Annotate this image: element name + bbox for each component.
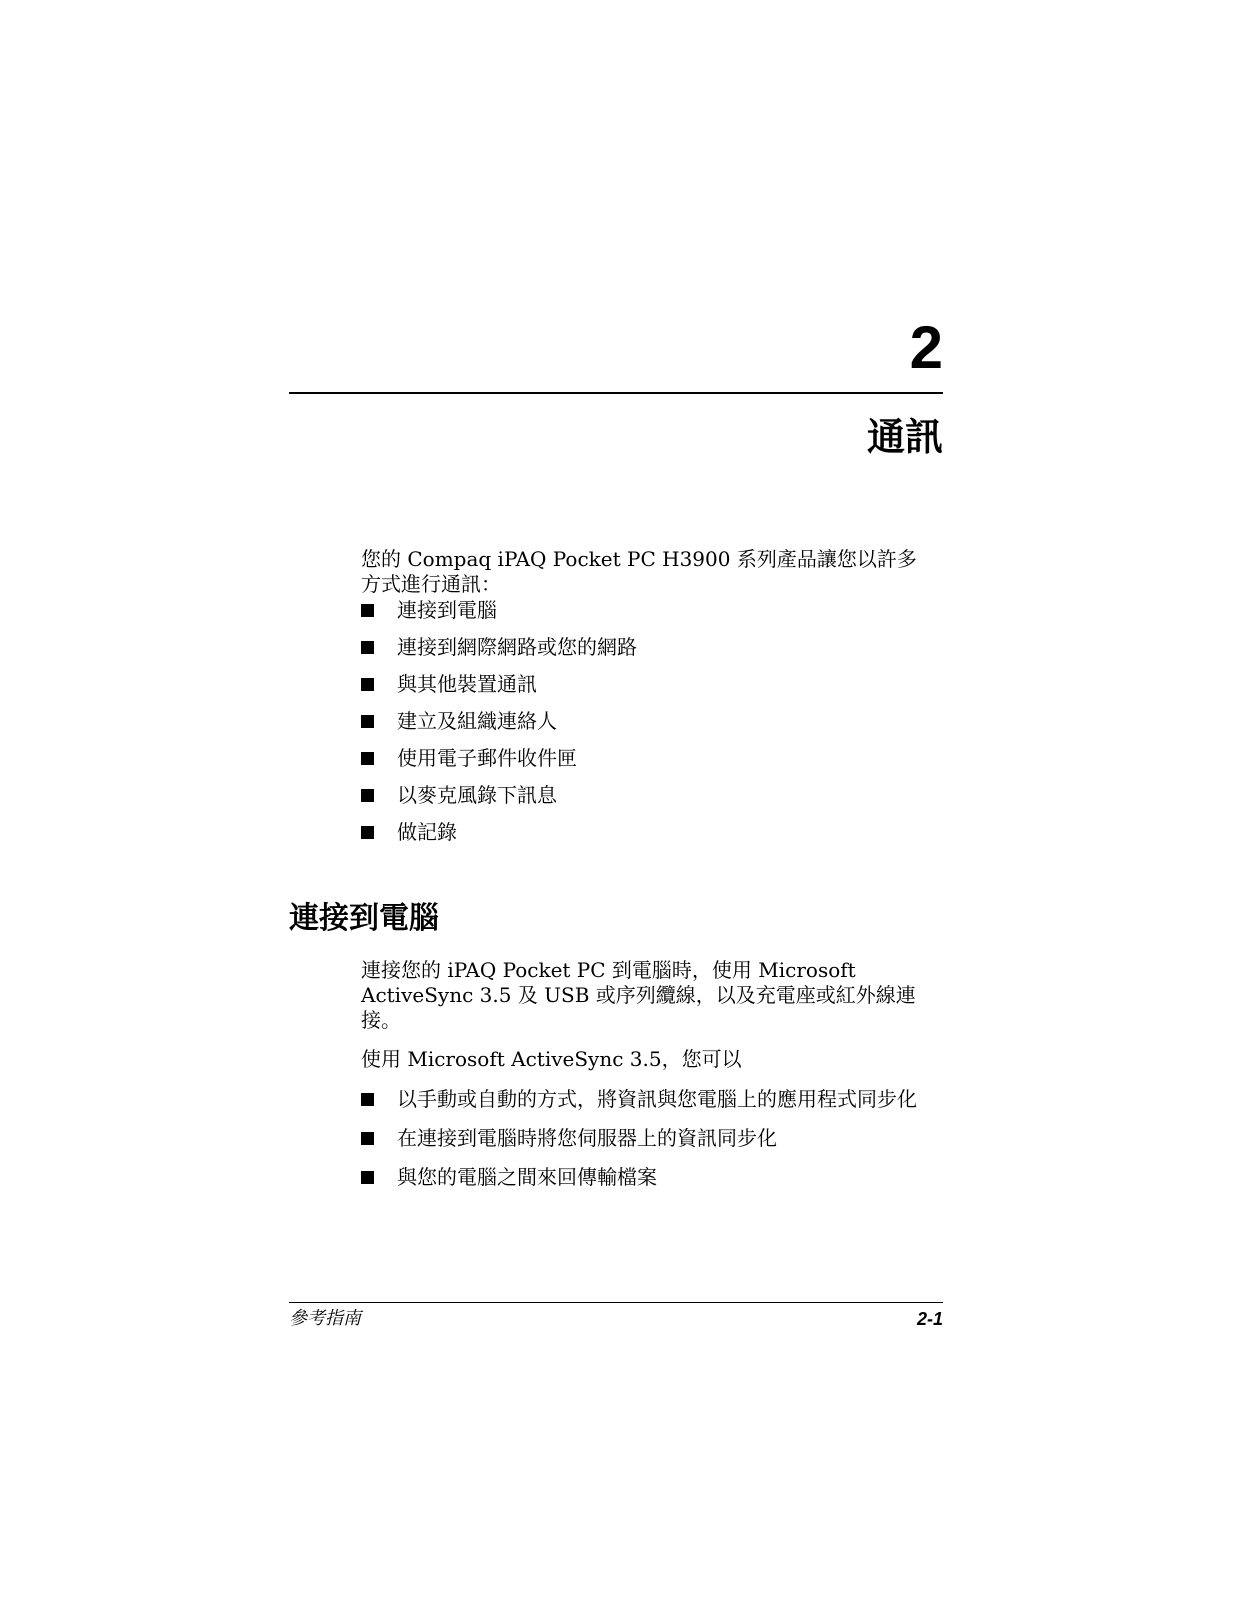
list-item-text: 以麥克風錄下訊息 (397, 783, 557, 807)
list-item-text: 使用電子郵件收件匣 (397, 746, 577, 770)
list-item (361, 672, 921, 697)
footer-book-title: 參考指南 (289, 1308, 361, 1329)
list-item-text: 連接到電腦 (397, 598, 497, 622)
square-bullet-icon (361, 752, 374, 765)
section-heading: 連接到電腦 (289, 901, 439, 936)
list-item (361, 598, 921, 623)
list-item-text: 做記錄 (397, 820, 457, 844)
list-item-text: 建立及組織連絡人 (397, 709, 557, 733)
list-item (361, 783, 921, 808)
list-item-text: 以手動或自動的方式，將資訊與您電腦上的應用程式同步化 (397, 1087, 917, 1111)
footer-divider (289, 1302, 943, 1303)
list-item-text: 連接到網際網路或您的網路 (397, 635, 637, 659)
chapter-number: 2 (909, 314, 943, 381)
square-bullet-icon (361, 826, 374, 839)
square-bullet-icon (361, 1132, 374, 1145)
square-bullet-icon (361, 1093, 374, 1106)
square-bullet-icon (361, 604, 374, 617)
list-item (361, 1126, 921, 1151)
list-item (361, 635, 921, 660)
section-paragraph: 使用 Microsoft ActiveSync 3.5，您可以 (361, 1047, 742, 1071)
chapter-title: 通訊 (866, 415, 943, 459)
square-bullet-icon (361, 641, 374, 654)
square-bullet-icon (361, 715, 374, 728)
list-item-text: 在連接到電腦時將您伺服器上的資訊同步化 (397, 1126, 777, 1150)
square-bullet-icon (361, 1171, 374, 1184)
chapter-divider (289, 392, 943, 394)
square-bullet-icon (361, 789, 374, 802)
section-bullet-list (361, 1087, 921, 1190)
intro-paragraph: 您的 Compaq iPAQ Pocket PC H3900 系列產品讓您以許多方式進行通訊： (361, 547, 917, 596)
list-item (361, 820, 921, 845)
footer-page-number: 2-1 (916, 1309, 943, 1329)
list-item (361, 746, 921, 771)
list-item-text: 與您的電腦之間來回傳輸檔案 (397, 1165, 657, 1189)
list-item (361, 1165, 921, 1190)
list-item (361, 709, 921, 734)
square-bullet-icon (361, 678, 374, 691)
section-paragraph: 連接您的 iPAQ Pocket PC 到電腦時，使用 Microsoft ActiveSync 3.5 及 USB 或序列纜線，以及充電座或紅外線連接。 (361, 958, 916, 1032)
list-item (361, 1087, 921, 1112)
intro-bullet-list (361, 598, 921, 845)
list-item-text: 與其他裝置通訊 (397, 672, 537, 696)
